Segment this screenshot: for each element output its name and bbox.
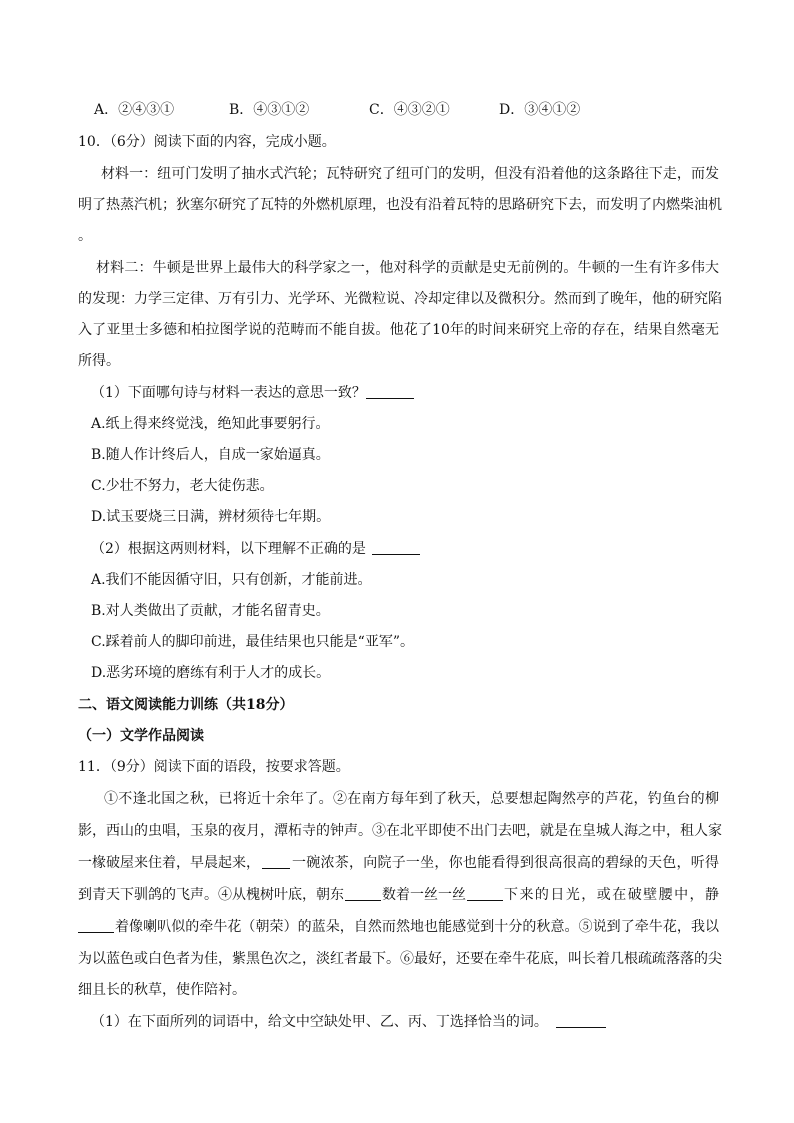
- q11-passage-text: 下来的日光，或在破壁腰中，静: [504, 887, 719, 903]
- q11-passage-text: 到青天下驯鸽的飞声。④从槐树叶底，朝东: [78, 887, 344, 903]
- q10-sub1-option-c: C.少壮不努力，老大徒伤悲。: [91, 478, 274, 494]
- answer-blank[interactable]: [372, 540, 420, 555]
- q11-passage-text: 数着一丝一丝: [382, 887, 466, 903]
- q11-passage-text: 一椽破屋来住着，早晨起来，: [78, 855, 260, 871]
- q11-passage-line: [78, 854, 719, 872]
- q10-sub1-text: （1）下面哪句诗与材料一表达的意思一致？: [91, 385, 366, 401]
- q11-passage-line: 为以蓝色或白色者为佳，紫黑色次之，淡红者最下。⑥最好，还要在牵牛花底，叫长着几根疏疏落落的尖: [78, 951, 722, 967]
- q11-passage-line: [78, 886, 719, 904]
- q10-material1-line: 。: [78, 228, 92, 244]
- q11-passage-line: ①不逢北国之秋，已将近十余年了。②在南方每年到了秋天，总要想起陶然亭的芦花，钓鱼台的柳: [104, 791, 719, 807]
- q10-sub1-option-a: A.纸上得来终觉浅，绝知此事要躬行。: [91, 416, 330, 432]
- q10-material1-line: 材料一：纽可门发明了抽水式汽轮；瓦特研究了纽可门的发明，但没有沿着他的这条路往下走，而发: [101, 166, 719, 182]
- q9-option-c: C．④③②①: [369, 102, 450, 118]
- q10-sub1-question: [91, 384, 414, 402]
- q9-option-b: B．④③①②: [229, 102, 310, 118]
- q10-sub2-option-d: D.恶劣环境的磨练有利于人才的成长。: [91, 665, 331, 681]
- q11-passage-line: [78, 918, 719, 936]
- q11-passage-line: 细且长的秋草，使作陪衬。: [78, 982, 246, 998]
- section2-subheading: （一）文学作品阅读: [78, 728, 204, 744]
- answer-blank-yi[interactable]: [345, 886, 381, 901]
- q10-material2-line: 的发现：力学三定律、万有引力、光学环、光微粒说、冷却定律以及微积分。然而到了晚年，他的研究陷: [78, 291, 722, 307]
- answer-blank[interactable]: [366, 384, 414, 399]
- answer-blank[interactable]: [556, 1013, 606, 1028]
- section2-heading: 二、语文阅读能力训练（共18分）: [78, 697, 294, 713]
- answer-blank-bing[interactable]: [467, 886, 503, 901]
- q9-option-a: A．②④③①: [94, 102, 175, 118]
- q11-passage-text: 着像喇叭似的牵牛花（朝荣）的蓝朵，自然而然地也能感觉到十分的秋意。⑤说到了牵牛花，我以: [115, 919, 719, 935]
- q11-sub1-question: [91, 1013, 606, 1031]
- q9-option-d: D．③④①②: [499, 102, 581, 118]
- q10-material2-line: 入了亚里士多德和柏拉图学说的范畴而不能自拔。他花了10年的时间来研究上帝的存在，结果自然毫无: [78, 322, 719, 338]
- q10-sub2-question: [91, 540, 420, 558]
- answer-blank-ding[interactable]: [78, 918, 114, 933]
- q10-stem: 10．（6分）阅读下面的内容，完成小题。: [78, 134, 336, 150]
- q10-material1-line: 明了热蒸汽机；狄塞尔研究了瓦特的外燃机原理，也没有沿着瓦特的思路研究下去，而发明了内燃柴油机: [78, 197, 722, 213]
- q10-sub2-option-b: B.对人类做出了贡献，才能名留青史。: [91, 603, 330, 619]
- q10-sub1-option-d: D.试玉要烧三日满，辨材须待七年期。: [91, 509, 331, 525]
- q11-stem: 11．（9分）阅读下面的语段，按要求答题。: [78, 759, 350, 775]
- q10-sub1-option-b: B.随人作计终后人，自成一家始逼真。: [91, 447, 330, 463]
- q11-passage-line: 影，西山的虫唱，玉泉的夜月，潭柘寺的钟声。③在北平即使不出门去吧，就是在皇城人海之中，租人家: [78, 823, 722, 839]
- q10-sub2-text: （2）根据这两则材料，以下理解不正确的是: [91, 541, 366, 557]
- q9-options: [94, 101, 580, 119]
- q10-material2-line: 所得。: [78, 353, 120, 369]
- q11-sub1-text: （1）在下面所列的词语中，给文中空缺处甲、乙、丙、丁选择恰当的词。: [91, 1014, 548, 1030]
- q10-material2-line: 材料二：牛顿是世界上最伟大的科学家之一，他对科学的贡献是史无前例的。牛顿的一生有许多伟大: [96, 260, 719, 276]
- answer-blank-jia[interactable]: [262, 854, 290, 869]
- q10-sub2-option-a: A.我们不能因循守旧，只有创新，才能前进。: [91, 572, 372, 588]
- q11-passage-text: 一碗浓茶，向院子一坐，你也能看得到很高很高的碧绿的天色，听得: [292, 855, 719, 871]
- q10-sub2-option-c: C.踩着前人的脚印前进，最佳结果也只能是“亚军”。: [91, 634, 414, 650]
